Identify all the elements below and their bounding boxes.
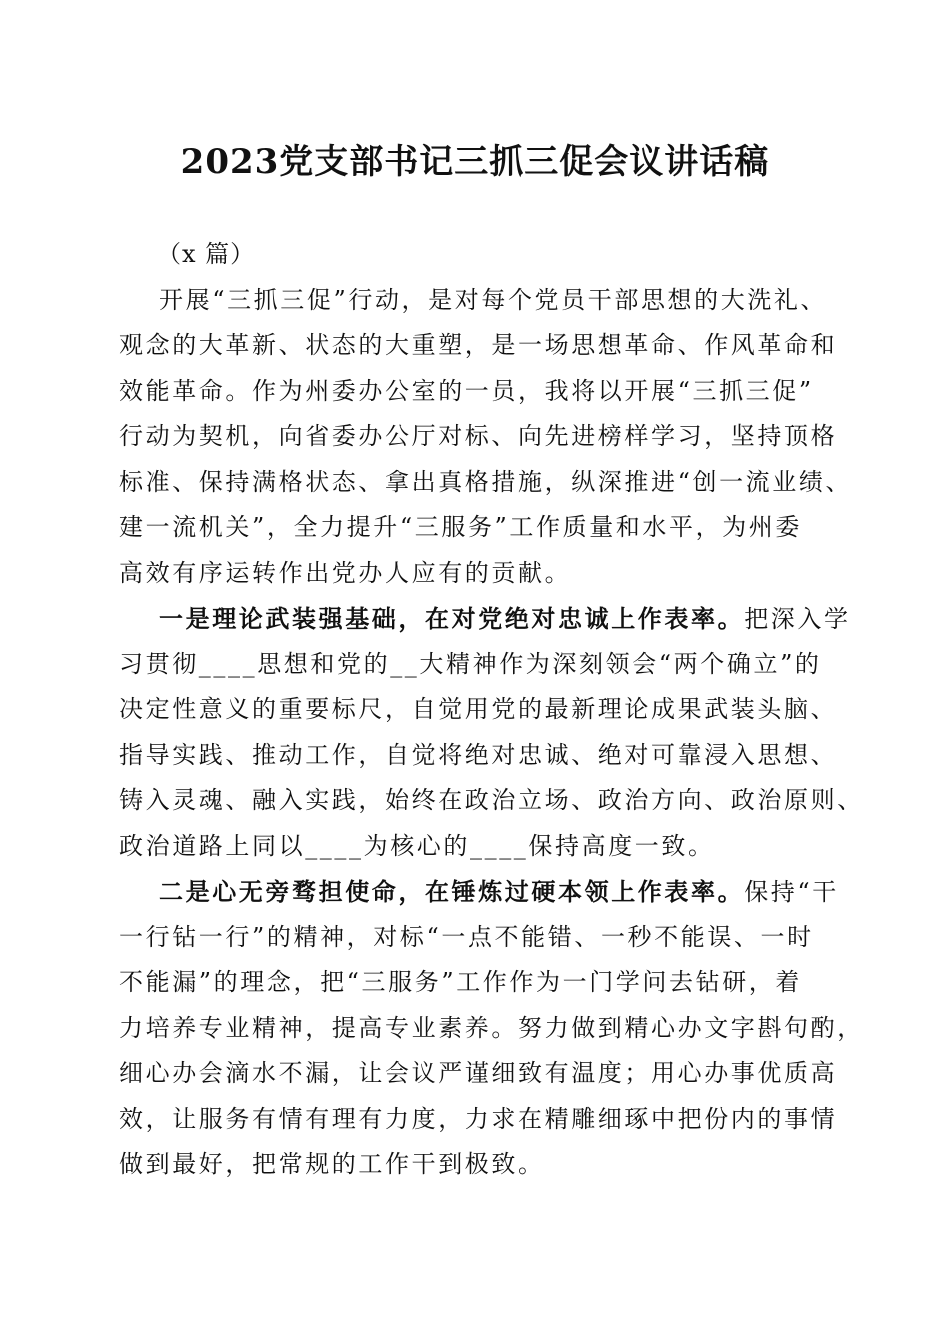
paragraph2-heading: 一是理论武装强基础，在对党绝对忠诚上作表率。 bbox=[159, 604, 745, 633]
paragraph3-first-line-rest: 保持“干 bbox=[744, 878, 839, 906]
paragraph2-line: 决定性意义的重要标尺，自觉用党的最新理论成果武装头脑、 bbox=[119, 695, 838, 723]
document-title: 2023党支部书记三抓三促会议讲话稿 bbox=[180, 142, 770, 182]
subtitle-note: （x 篇） bbox=[157, 240, 256, 268]
paragraph2-first-line-rest: 把深入学 bbox=[744, 605, 851, 633]
paragraph2-line: 政治道路上同以____为核心的____保持高度一致。 bbox=[119, 831, 715, 860]
paragraph1-line: 行动为契机，向省委办公厅对标、向先进榜样学习，坚持顶格 bbox=[119, 422, 838, 450]
paragraph1-line: 建一流机关”，全力提升“三服务”工作质量和水平，为州委 bbox=[119, 513, 803, 541]
paragraph2-line: 指导实践、推动工作，自觉将绝对忠诚、绝对可靠浸入思想、 bbox=[119, 740, 838, 769]
paragraph1-line: 标准、保持满格状态、拿出真格措施，纵深推进“创一流业绩、 bbox=[119, 467, 853, 496]
paragraph1-line: 开展“三抓三促”行动，是对每个党员干部思想的大洗礼、 bbox=[159, 285, 828, 314]
paragraph3-heading: 二是心无旁骛担使命，在锤炼过硬本领上作表率。 bbox=[159, 877, 745, 906]
paragraph3-line: 做到最好，把常规的工作干到极致。 bbox=[119, 1150, 545, 1178]
paragraph3-line: 不能漏”的理念，把“三服务”工作作为一门学问去钻研，着 bbox=[119, 968, 803, 996]
paragraph3-line: 效，让服务有情有理有力度，力求在精雕细琢中把份内的事情 bbox=[119, 1104, 838, 1133]
paragraph2-line: 习贯彻____思想和党的__大精神作为深刻领会“两个确立”的 bbox=[119, 649, 822, 678]
paragraph3-line: 一行钻一行”的精神，对标“一点不能错、一秒不能误、一时 bbox=[119, 922, 814, 951]
paragraph2-line: 铸入灵魂、融入实践，始终在政治立场、政治方向、政治原则、 bbox=[119, 786, 864, 814]
paragraph1-line: 观念的大革新、状态的大重塑，是一场思想革命、作风革命和 bbox=[119, 331, 838, 359]
paragraph2-first-line bbox=[119, 596, 849, 642]
paragraph1-line: 效能革命。作为州委办公室的一员，我将以开展“三抓三促” bbox=[119, 376, 814, 405]
document-body bbox=[119, 232, 864, 1188]
paragraph1-line: 高效有序运转作出党办人应有的贡献。 bbox=[119, 558, 572, 587]
paragraph3-line: 力培养专业精神，提高专业素养。努力做到精心办文字斟句酌， bbox=[119, 1013, 864, 1042]
paragraph3-first-line bbox=[119, 869, 849, 915]
paragraph3-line: 细心办会滴水不漏，让会议严谨细致有温度；用心办事优质高 bbox=[119, 1059, 838, 1087]
